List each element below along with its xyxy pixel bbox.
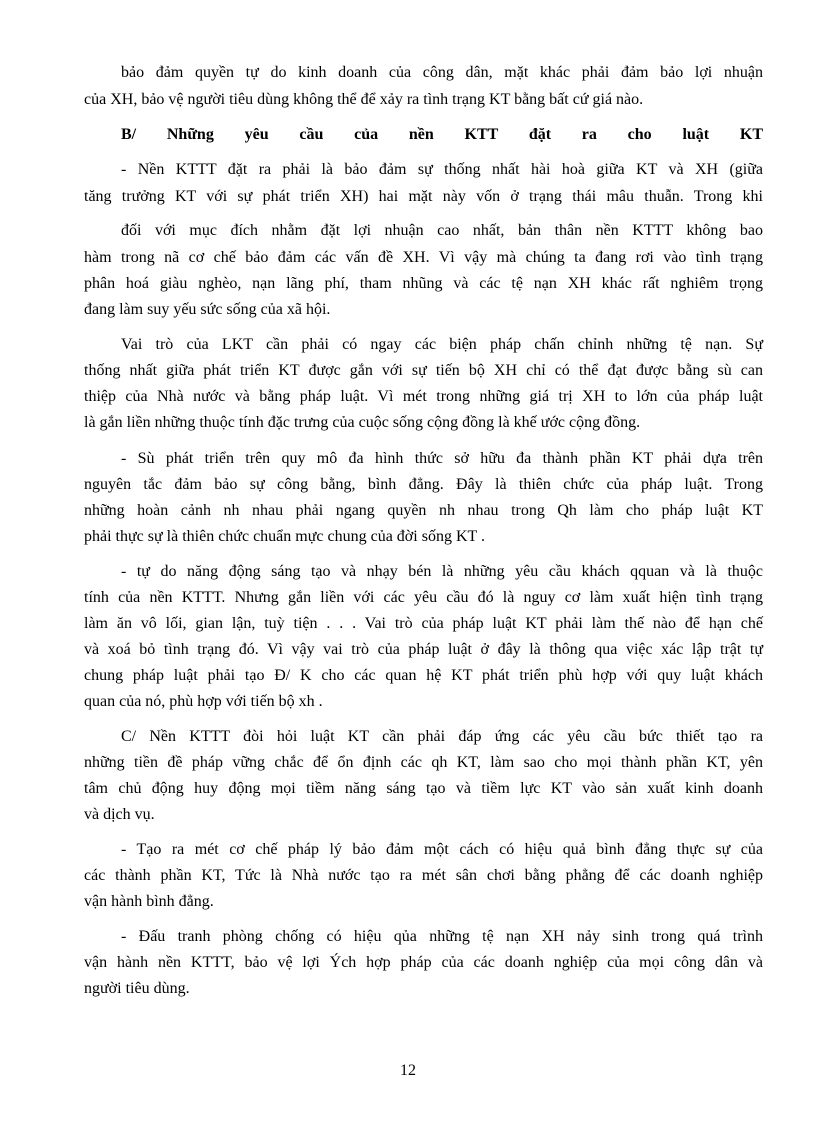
- body-text-line: - tự do năng động sáng tạo và nhạy bén là những yêu cầu khách qquan và là thuộc: [121, 563, 763, 580]
- body-text-line: tính của nền KTTT. Nhưng gắn liền với các yêu cầu đó là nguy cơ làm xuất hiện tình trạng: [84, 589, 763, 606]
- body-text-line: Vai trò của LKT cần phải có ngay các biện pháp chấn chỉnh những tệ nạn. Sự: [121, 336, 763, 353]
- body-text-line: người tiêu dùng.: [84, 980, 190, 997]
- body-text-line: là gắn liền những thuộc tính đặc trưng của cuộc sống cộng đồng là khế ước cộng đồng.: [84, 414, 641, 431]
- page-number: 12: [400, 1062, 416, 1079]
- body-text-line: chung pháp luật phải tạo Đ/ K cho các quan hệ KT phát triển phù hợp với quy luật khách: [84, 667, 763, 684]
- body-text-line: hàm trong nã cơ chế bảo đảm các vấn đề XH. Vì vậy mà chúng ta đang rơi vào tình trạng: [84, 249, 763, 266]
- body-text-line: quan của nó, phù hợp với tiến bộ xh .: [84, 693, 323, 710]
- body-text-line: vận hành bình đẳng.: [84, 893, 214, 910]
- body-text-line: làm ăn vô lối, gian lận, tuỳ tiện . . . Vai trò của pháp luật KT phải làm thế nào để hạn chế: [84, 615, 763, 632]
- body-text-line: thiệp của Nhà nước và bằng pháp luật. Vì mét trong những giá trị XH to lớn của pháp luật: [84, 388, 763, 405]
- body-text-line: và xoá bỏ tình trạng đó. Vì vậy vai trò của pháp luật ở đây là thông qua việc xác lập trật tự: [84, 641, 763, 658]
- body-text-line: những tiền đề pháp vững chắc để ổn định các qh KT, làm sao cho mọi thành phần KT, yên: [84, 754, 763, 771]
- body-text-line: phân hoá giàu nghèo, nạn lãng phí, tham nhũng và các tệ nạn XH khác rất nghiêm trọng: [84, 275, 763, 292]
- body-text-line: bảo đảm quyền tự do kinh doanh của công dân, mặt khác phải đảm bảo lợi nhuận: [121, 64, 763, 81]
- body-text-line: và dịch vụ.: [84, 806, 155, 823]
- body-text-line: của XH, bảo vệ người tiêu dùng không thể để xảy ra tình trạng KT bằng bất cứ giá nào.: [84, 91, 644, 108]
- body-text-line: vận hành nền KTTT, bảo vệ lợi Ých hợp pháp của các doanh nghiệp của mọi công dân và: [84, 954, 763, 971]
- section-c-line: C/ Nền KTTT đòi hỏi luật KT cần phải đáp ứng các yêu cầu bức thiết tạo ra: [121, 728, 763, 745]
- body-text-line: tâm chủ động huy động mọi tiềm năng sáng tạo và tiềm lực KT vào sản xuất kinh doanh: [84, 780, 763, 797]
- body-text-line: đang làm suy yếu sức sống của xã hội.: [84, 301, 331, 318]
- section-heading-b: B/ Những yêu cầu của nền KTT đặt ra cho luật KT: [121, 126, 763, 143]
- body-text-line: phải thực sự là thiên chức chuẩn mực chung của đời sống KT .: [84, 528, 485, 545]
- body-text-line: thống nhất giữa phát triển KT được gắn với sự tiến bộ XH chỉ có thể đạt được bằng sù can: [84, 362, 763, 379]
- body-text-line: - Sù phát triển trên quy mô đa hình thức sở hữu đa thành phần KT phải dựa trên: [121, 450, 763, 467]
- body-text-line: - Đấu tranh phòng chống có hiệu qủa những tệ nạn XH nảy sinh trong quá trình: [121, 928, 763, 945]
- body-text-line: nguyên tắc đảm bảo sự công bằng, bình đẳng. Đây là thiên chức của pháp luật. Trong: [84, 476, 763, 493]
- body-text-line: - Nền KTTT đặt ra phải là bảo đảm sự thống nhất hài hoà giữa KT và XH (giữa: [121, 161, 763, 178]
- body-text-line: - Tạo ra mét cơ chế pháp lý bảo đảm một cách có hiệu quả bình đẳng thực sự của: [121, 841, 763, 858]
- body-text-line: đối với mục đích nhằm đặt lợi nhuận cao nhất, bản thân nền KTTT không bao: [121, 222, 763, 239]
- body-text-line: tăng trưởng KT với sự phát triển XH) hai mặt này vốn ở trạng thái mâu thuẫn. Trong khi: [84, 188, 763, 205]
- body-text-line: những hoàn cảnh nh nhau phải ngang quyền nh nhau trong Qh làm cho pháp luật KT: [84, 502, 763, 519]
- body-text-line: các thành phần KT, Tức là Nhà nước tạo ra mét sân chơi bằng phẳng để các doanh nghiệp: [84, 867, 763, 884]
